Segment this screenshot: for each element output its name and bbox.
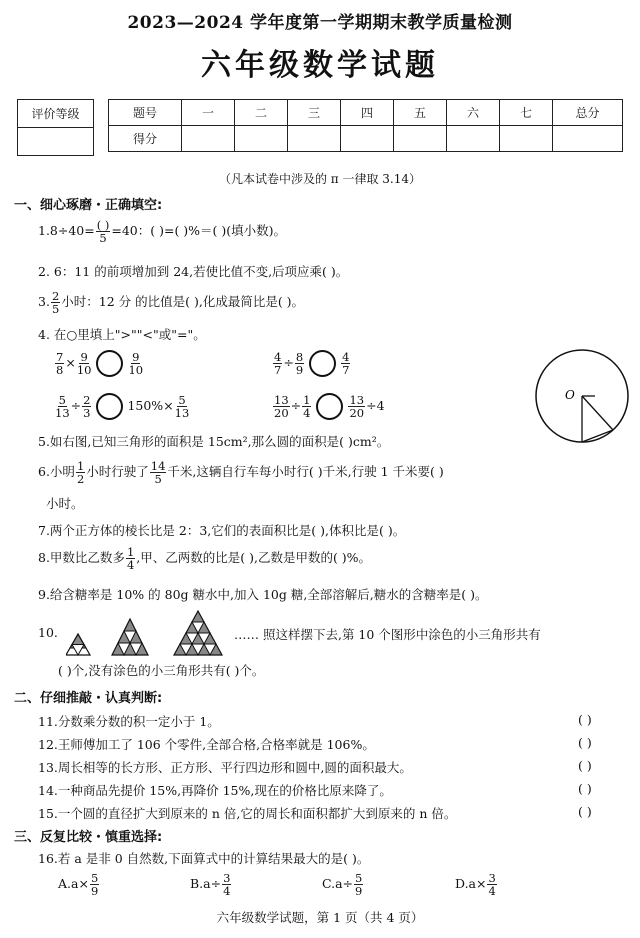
center-label: O (565, 388, 575, 402)
frac-den: 4 (488, 884, 496, 899)
operator: ÷ (290, 398, 302, 413)
question-7[interactable]: 7.两个正方体的棱长比是 2：3,它们的表面积比是( ),体积比是( )。 (38, 523, 406, 538)
score-header-cell: 四 (341, 100, 394, 126)
q4-item-c (54, 393, 190, 420)
judge-answer-paren[interactable]: ( ) (578, 781, 592, 796)
frac-den: 3 (83, 406, 91, 420)
judge-answer-paren[interactable]: ( ) (578, 735, 592, 750)
frac-num: 9 (132, 349, 140, 364)
circle-figure (533, 347, 631, 445)
q6-pre: 6.小明 (38, 464, 75, 480)
judge-item: 11.分数乘分数的积一定小于 1。 (38, 714, 220, 729)
score-header-cell: 三 (288, 100, 341, 126)
q3-post[interactable]: 小时：12 分 的比值是( ),化成最简比是( )。 (61, 294, 305, 310)
compare-circle[interactable] (316, 393, 343, 420)
q3-frac-num: 2 (51, 289, 60, 303)
judge-item: 15.一个圆的直径扩大到原来的 n 倍,它的周长和面积都扩大到原来的 n 倍。 (38, 806, 457, 821)
frac-num: 5 (90, 871, 99, 885)
score-header-cell: 六 (447, 100, 500, 126)
q10-number: 10. (38, 625, 58, 640)
score-value-row (109, 126, 623, 152)
option-c[interactable] (322, 872, 364, 897)
section2-title: 二、仔细推敲・认真判断: (14, 691, 163, 706)
frac-den: 13 (55, 406, 70, 420)
triangle-figure-2 (112, 619, 148, 655)
q1-pre: 1.8÷40= (38, 223, 95, 239)
exam-header: 2023—2024 学年度第一学期期末教学质量检测 (127, 13, 513, 33)
score-cell[interactable] (500, 126, 553, 152)
page-footer: 六年级数学试题，第 1 页（共 4 页） (216, 910, 424, 925)
frac-num: 4 (274, 349, 282, 364)
frac-den: 10 (128, 363, 144, 377)
score-cell[interactable] (553, 126, 623, 152)
q6-line2: 小时。 (46, 496, 84, 511)
triangle-pattern-figure (66, 610, 230, 658)
option-a[interactable] (58, 872, 100, 897)
frac-num: 5 (355, 871, 363, 885)
score-table (108, 99, 623, 152)
frac-den: 9 (90, 884, 99, 899)
frac-den: 5 (154, 472, 162, 487)
triangle-figure-3 (174, 611, 222, 655)
judge-answer-paren[interactable]: ( ) (578, 758, 592, 773)
pi-note: （凡本试卷中涉及的 π 一律取 3.14） (218, 172, 422, 186)
compare-circle[interactable] (309, 350, 336, 377)
question-9[interactable]: 9.给含糖率是 10% 的 80g 糖水中,加入 10g 糖,全部溶解后,糖水的含糖率是( )。 (38, 587, 488, 602)
frac-den: 7 (342, 363, 350, 377)
operator: × (65, 355, 76, 370)
score-cell[interactable] (288, 126, 341, 152)
frac-num: 13 (274, 392, 289, 407)
score-cell[interactable] (341, 126, 394, 152)
frac-den: 8 (56, 363, 64, 377)
operator: ÷ (283, 355, 294, 370)
exam-title: 六年级数学试题 (201, 48, 439, 83)
q6-mid: 小时行驶了 (86, 464, 149, 480)
option-label: D.a× (455, 876, 487, 892)
score-cell[interactable] (182, 126, 235, 152)
q4-item-a (54, 350, 144, 377)
question-1 (38, 219, 286, 244)
score-cell[interactable] (447, 126, 500, 152)
frac-num: 3 (223, 871, 231, 885)
frac-num: 9 (80, 349, 88, 364)
frac-den: 20 (274, 406, 289, 420)
frac-den: 4 (126, 558, 135, 573)
section3-title: 三、反复比较・慎重选择: (14, 830, 163, 845)
frac-num: 5 (58, 392, 66, 407)
q1-fraction (96, 219, 111, 244)
option-label: B.a÷ (190, 876, 222, 892)
rating-table (17, 99, 94, 156)
frac-den: 9 (295, 363, 304, 377)
score-cell[interactable] (235, 126, 288, 152)
rating-cell[interactable] (18, 128, 94, 156)
question-5[interactable]: 5.如右图,已知三角形的面积是 15cm²,那么圆的面积是( )cm²。 (38, 434, 390, 449)
q1-post[interactable]: =40：( )=( )%＝( )(填小数)。 (111, 223, 287, 239)
score-header-cell: 一 (182, 100, 235, 126)
compare-circle[interactable] (96, 350, 123, 377)
frac-num: 8 (295, 349, 304, 364)
operator: ÷ (70, 398, 82, 413)
rhs-suffix: ÷4 (366, 398, 385, 413)
question-6 (38, 460, 444, 485)
q6-post[interactable]: 千米,这辆自行车每小时行( )千米,行驶 1 千米要( ) (167, 464, 444, 480)
question-4: 4. 在○里填上">""<"或"="。 (38, 327, 206, 342)
question-16[interactable]: 16.若 a 是非 0 自然数,下面算式中的计算结果最大的是( )。 (38, 851, 370, 866)
q10-text: …… 照这样摆下去,第 10 个图形中涂色的小三角形共有 (234, 627, 541, 642)
frac-den: 2 (76, 472, 85, 487)
frac-num: 1 (303, 392, 311, 407)
option-label: C.a÷ (322, 876, 354, 892)
judge-item: 12.王师傅加工了 106 个零件,全部合格,合格率就是 106%。 (38, 737, 375, 752)
frac-num: 1 (76, 459, 85, 473)
frac-num: 14 (150, 459, 166, 473)
score-header-cell: 题号 (109, 100, 182, 126)
frac-den: 4 (223, 884, 231, 899)
radius-diagonal (582, 396, 613, 430)
score-header-row (109, 100, 623, 126)
judge-answer-paren[interactable]: ( ) (578, 804, 592, 819)
chord-line (582, 430, 613, 442)
option-d[interactable] (455, 872, 498, 897)
frac-den: 7 (274, 363, 282, 377)
rhs-prefix: 150%× (127, 398, 174, 413)
section1-title: 一、细心琢磨・正确填空: (14, 198, 163, 213)
frac-num: 4 (342, 349, 350, 364)
score-header-cell: 总分 (553, 100, 623, 126)
frac-den: 20 (349, 406, 365, 420)
frac-den: 9 (355, 884, 363, 899)
frac-num: 3 (488, 871, 496, 885)
frac-num: 2 (83, 392, 91, 407)
q1-frac-num[interactable]: ( ) (96, 218, 110, 232)
frac-num: 13 (349, 392, 365, 407)
judge-item: 13.周长相等的长方形、正方形、平行四边形和圆中,圆的面积最大。 (38, 760, 412, 775)
q8-post[interactable]: ,甲、乙两数的比是( ),乙数是甲数的( )%。 (136, 550, 372, 566)
score-cell[interactable] (394, 126, 447, 152)
q4-item-d (272, 393, 385, 420)
judge-answer-paren[interactable]: ( ) (578, 712, 592, 727)
question-3 (38, 290, 304, 315)
judge-item: 14.一种商品先提价 15%,再降价 15%,现在的价格比原来降了。 (38, 783, 392, 798)
option-label: A.a× (58, 876, 89, 892)
question-8 (38, 546, 371, 571)
q3-pre: 3. (38, 294, 50, 310)
frac-num: 1 (126, 545, 135, 559)
q3-frac-den: 5 (51, 302, 60, 317)
option-b[interactable] (190, 872, 232, 897)
score-header-cell: 二 (235, 100, 288, 126)
q3-fraction (51, 290, 60, 315)
rating-label: 评价等级 (18, 100, 94, 128)
score-row-label: 得分 (109, 126, 182, 152)
score-header-cell: 七 (500, 100, 553, 126)
frac-num: 7 (56, 349, 64, 364)
triangle-figure-1 (66, 634, 90, 658)
frac-num: 5 (178, 392, 186, 407)
q1-frac-den: 5 (99, 231, 107, 246)
compare-circle[interactable] (96, 393, 123, 420)
question-2[interactable]: 2. 6：11 的前项增加到 24,若使比值不变,后项应乘( )。 (38, 264, 349, 279)
frac-den: 10 (76, 363, 92, 377)
q4-item-b (272, 350, 351, 377)
q10-line2[interactable]: ( )个,没有涂色的小三角形共有( )个。 (58, 663, 265, 678)
frac-den: 13 (174, 406, 190, 420)
score-header-cell: 五 (394, 100, 447, 126)
frac-den: 4 (303, 406, 311, 420)
q8-pre: 8.甲数比乙数多 (38, 550, 125, 566)
